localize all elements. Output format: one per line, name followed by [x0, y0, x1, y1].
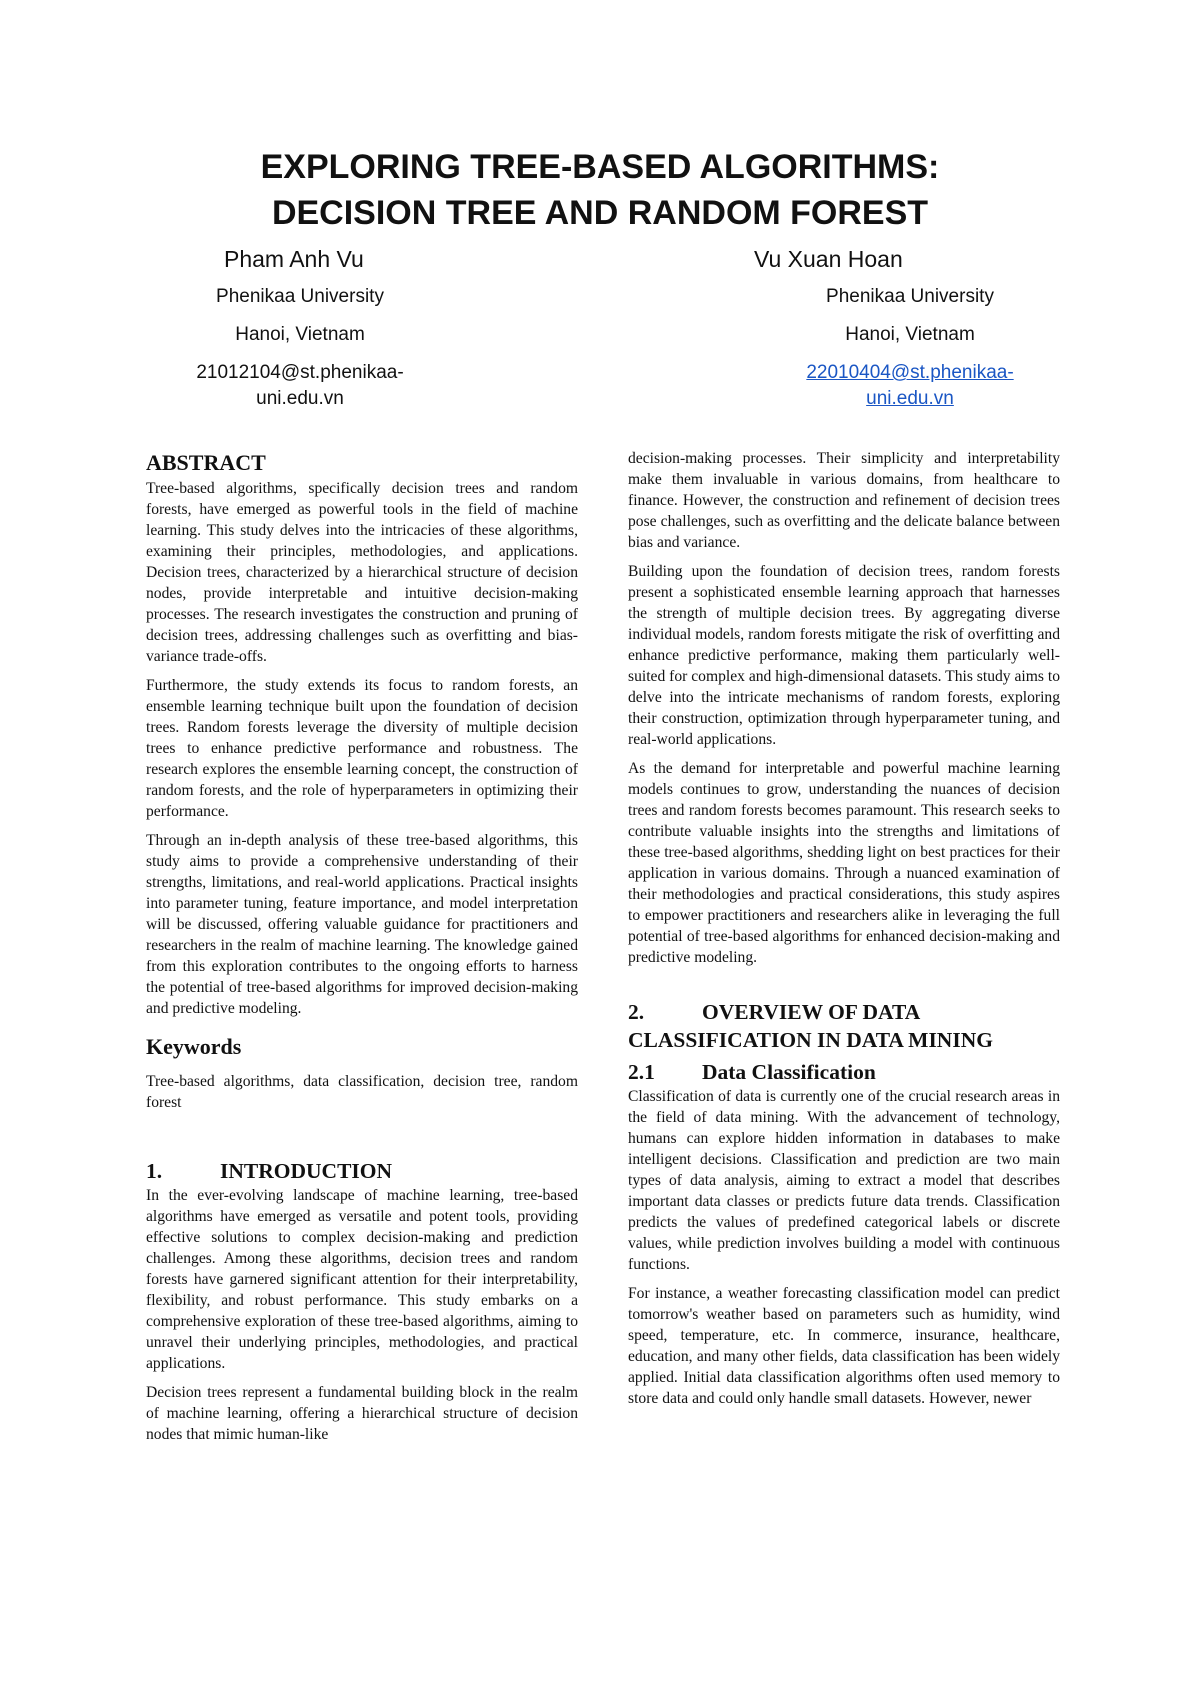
author-email-line-2: uni.edu.vn: [256, 388, 344, 409]
author-block-1: [160, 244, 440, 412]
section-number: 1.: [146, 1159, 163, 1183]
title-line-1: EXPLORING TREE-BASED ALGORITHMS:: [260, 148, 940, 186]
author-affiliation: Phenikaa University: [826, 286, 994, 307]
author-affiliation: Phenikaa University: [216, 286, 384, 307]
author-location: Hanoi, Vietnam: [235, 324, 365, 345]
introduction-paragraph: In the ever-evolving landscape of machine learning, tree-based algorithms have emerged as versatile and potent tools, providing effective solutions to complex decision-making and prediction challenges. Among these algorithms, decision trees and random forests have garnered significant attention for their interpretability, flexibility, and robust performance. This study embarks on a comprehensive exploration of these tree-based algorithms, aiming to unravel their underlying principles, methodologies, and practical applications.: [146, 1187, 578, 1372]
introduction-paragraph: Decision trees represent a fundamental building block in the realm of machine learning, offering a hierarchical structure of decision nodes that mimic human-like: [146, 1384, 578, 1443]
subsection-heading: [628, 1058, 1060, 1086]
title-line-2: DECISION TREE AND RANDOM FOREST: [271, 194, 929, 232]
author-block-2: [754, 244, 1060, 412]
section-number: 2.: [628, 1000, 645, 1024]
body-paragraph: Classification of data is currently one of the crucial research areas in the field of data mining. With the advancement of technology, humans can explore hidden information in databases to make intelligent decisions. Classification and prediction are two main types of data analysis, aiming to extract a model that describes important data classes or predicts future data trends. Classification predicts the values of predefined categorical labels or discrete values, while prediction involves building a model with continuous functions.: [628, 1088, 1060, 1273]
keywords-heading: Keywords: [146, 1034, 242, 1059]
paper-title: [0, 144, 1200, 236]
section-title: INTRODUCTION: [220, 1159, 393, 1183]
keywords-text: Tree-based algorithms, data classification, decision tree, random forest: [146, 1073, 578, 1111]
author-name: Vu Xuan Hoan: [754, 246, 903, 272]
body-paragraph: Building upon the foundation of decision trees, random forests present a sophisticated ensemble learning approach that harnesses the strength of multiple decision trees. By aggregating diverse individual models, random forests mitigate the risk of overfitting and enhance predictive performance, making them particularly well-suited for complex and high-dimensional datasets. This study aims to delve into the intricate mechanisms of random forests, exploring their construction, optimization through hyperparameter tuning, and real-world applications.: [628, 563, 1060, 748]
abstract-paragraph: Tree-based algorithms, specifically decision trees and random forests, have emerged as powerful tools in the field of machine learning. This study delves into the intricacies of these algorithms, examining their principles, methodologies, and applications. Decision trees, characterized by a hierarchical structure of decision nodes, provide interpretable and intuitive decision-making processes. The research investigates the construction and pruning of decision trees, addressing challenges such as overfitting and bias-variance trade-offs.: [146, 480, 578, 665]
author-name: Pham Anh Vu: [224, 246, 364, 272]
abstract-paragraph: Furthermore, the study extends its focus to random forests, an ensemble learning technique built upon the foundation of decision trees. Random forests leverage the diversity of multiple decision trees to enhance predictive performance and robustness. The research explores the ensemble learning concept, the construction of random forests, and the role of hyperparameters in optimizing their performance.: [146, 677, 578, 820]
abstract-paragraph: Through an in-depth analysis of these tree-based algorithms, this study aims to provide a comprehensive understanding of their strengths, limitations, and real-world applications. Practical insights into parameter tuning, feature importance, and model interpretation will be discussed, offering valuable guidance for practitioners and researchers in the realm of machine learning. The knowledge gained from this exploration contributes to the ongoing efforts to harness the potential of tree-based algorithms for improved decision-making and predictive modeling.: [146, 832, 578, 1017]
author-location: Hanoi, Vietnam: [845, 324, 975, 345]
body-paragraph: decision-making processes. Their simplicity and interpretability make them invaluable in various domains, from healthcare to finance. However, the construction and refinement of decision trees pose challenges, such as overfitting and the delicate balance between bias and variance.: [628, 450, 1060, 551]
subsection-title: Data Classification: [702, 1060, 876, 1084]
body-paragraph: For instance, a weather forecasting classification model can predict tomorrow's weather based on parameters such as humidity, wind speed, temperature, etc. In commerce, insurance, healthcare, education, and many other fields, data classification has been widely applied. Initial data classification algorithms often used memory to store data and could only handle small datasets. However, newer: [628, 1285, 1060, 1407]
right-column: [628, 448, 1060, 1417]
section-2-heading: [628, 998, 1060, 1054]
subsection-number: 2.1: [628, 1060, 655, 1084]
author-email-link-line-2[interactable]: uni.edu.vn: [866, 388, 954, 409]
author-email-line-1: 21012104@st.phenikaa-: [196, 362, 404, 383]
author-email-link-line-1[interactable]: 22010404@st.phenikaa-: [806, 362, 1014, 383]
introduction-heading: [146, 1157, 578, 1185]
section-title-line-2: CLASSIFICATION IN DATA MINING: [628, 1028, 993, 1052]
abstract-heading: ABSTRACT: [146, 450, 266, 475]
section-title-line-1: OVERVIEW OF DATA: [702, 1000, 921, 1024]
left-column: [146, 450, 578, 1453]
body-paragraph: As the demand for interpretable and powerful machine learning models continues to grow, understanding the nuances of decision trees and random forests becomes paramount. This research seeks to contribute valuable insights into the strengths and limitations of these tree-based algorithms, shedding light on best practices for their application in various domains. Through a nuanced examination of their methodologies and practical considerations, this study aspires to empower practitioners and researchers alike in leveraging the full potential of tree-based algorithms for enhanced decision-making and predictive modeling.: [628, 760, 1060, 966]
